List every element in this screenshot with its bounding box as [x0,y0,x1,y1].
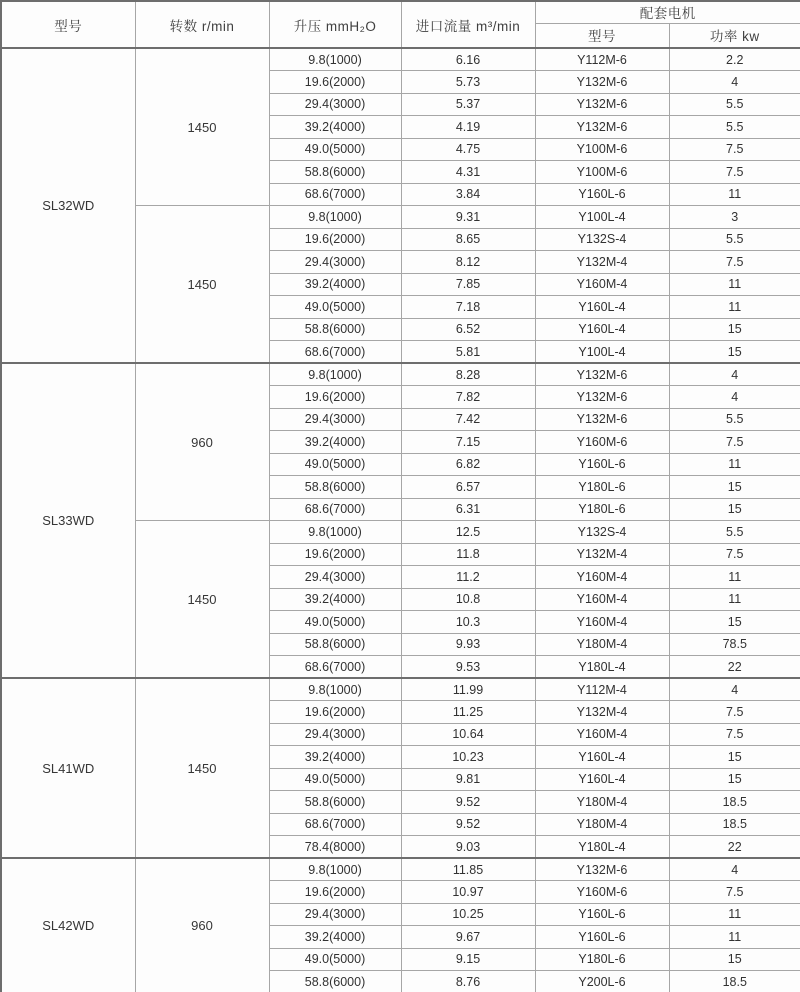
power-cell: 7.5 [669,138,800,161]
power-cell: 4 [669,678,800,701]
pressure-cell: 78.4(8000) [269,836,401,859]
speed-cell: 1450 [135,206,269,364]
motor-model-cell: Y160L-6 [535,183,669,206]
model-cell: SL32WD [1,48,135,363]
flow-cell: 5.73 [401,71,535,94]
motor-model-cell: Y160L-6 [535,453,669,476]
pressure-cell: 19.6(2000) [269,71,401,94]
motor-model-cell: Y132M-4 [535,701,669,724]
pressure-cell: 58.8(6000) [269,161,401,184]
pressure-cell: 39.2(4000) [269,116,401,139]
motor-model-cell: Y132M-6 [535,71,669,94]
motor-model-cell: Y160L-4 [535,768,669,791]
table-row [1,858,800,881]
motor-model-cell: Y132M-4 [535,543,669,566]
power-cell: 11 [669,588,800,611]
model-cell: SL41WD [1,678,135,858]
flow-cell: 6.57 [401,476,535,499]
flow-cell: 10.97 [401,881,535,904]
speed-cell: 960 [135,858,269,992]
power-cell: 22 [669,836,800,859]
header-motor-group: 配套电机 [535,1,800,23]
flow-cell: 5.81 [401,341,535,364]
power-cell: 7.5 [669,251,800,274]
flow-cell: 9.93 [401,633,535,656]
power-cell: 15 [669,948,800,971]
pressure-cell: 29.4(3000) [269,566,401,589]
motor-model-cell: Y160M-4 [535,611,669,634]
table-row [1,678,800,701]
flow-cell: 7.42 [401,408,535,431]
header-motor-model: 型号 [535,23,669,48]
power-cell: 2.2 [669,48,800,71]
flow-cell: 9.03 [401,836,535,859]
flow-cell: 8.12 [401,251,535,274]
motor-model-cell: Y100M-6 [535,138,669,161]
motor-model-cell: Y132M-4 [535,251,669,274]
pressure-cell: 9.8(1000) [269,521,401,544]
power-cell: 5.5 [669,116,800,139]
motor-model-cell: Y180L-6 [535,948,669,971]
flow-cell: 4.75 [401,138,535,161]
motor-model-cell: Y112M-4 [535,678,669,701]
pressure-cell: 29.4(3000) [269,93,401,116]
power-cell: 18.5 [669,791,800,814]
motor-model-cell: Y160L-4 [535,746,669,769]
power-cell: 18.5 [669,971,800,992]
power-cell: 78.5 [669,633,800,656]
motor-model-cell: Y180L-6 [535,498,669,521]
power-cell: 15 [669,768,800,791]
flow-cell: 4.19 [401,116,535,139]
pressure-cell: 58.8(6000) [269,476,401,499]
power-cell: 18.5 [669,813,800,836]
flow-cell: 9.52 [401,791,535,814]
pressure-cell: 68.6(7000) [269,656,401,679]
power-cell: 7.5 [669,161,800,184]
pressure-cell: 49.0(5000) [269,768,401,791]
header-motor-power: 功率 kw [669,23,800,48]
header-speed: 转数 r/min [135,1,269,48]
motor-model-cell: Y160L-4 [535,296,669,319]
motor-model-cell: Y180M-4 [535,813,669,836]
model-cell: SL33WD [1,363,135,678]
motor-model-cell: Y180L-4 [535,656,669,679]
motor-model-cell: Y100L-4 [535,341,669,364]
speed-cell: 960 [135,363,269,521]
flow-cell: 12.5 [401,521,535,544]
table-header [1,1,800,48]
power-cell: 11 [669,183,800,206]
power-cell: 11 [669,566,800,589]
motor-model-cell: Y132M-6 [535,386,669,409]
pressure-cell: 49.0(5000) [269,453,401,476]
pressure-cell: 49.0(5000) [269,948,401,971]
flow-cell: 9.81 [401,768,535,791]
motor-model-cell: Y160M-4 [535,566,669,589]
motor-model-cell: Y160L-4 [535,318,669,341]
power-cell: 15 [669,611,800,634]
pressure-cell: 39.2(4000) [269,431,401,454]
pressure-cell: 19.6(2000) [269,881,401,904]
power-cell: 5.5 [669,228,800,251]
power-cell: 15 [669,318,800,341]
power-cell: 5.5 [669,93,800,116]
flow-cell: 9.67 [401,926,535,949]
pressure-cell: 29.4(3000) [269,903,401,926]
pressure-cell: 49.0(5000) [269,138,401,161]
power-cell: 5.5 [669,521,800,544]
power-cell: 15 [669,476,800,499]
flow-cell: 9.31 [401,206,535,229]
power-cell: 11 [669,273,800,296]
motor-model-cell: Y160M-4 [535,723,669,746]
flow-cell: 11.85 [401,858,535,881]
flow-cell: 10.25 [401,903,535,926]
flow-cell: 8.76 [401,971,535,992]
pressure-cell: 68.6(7000) [269,498,401,521]
power-cell: 4 [669,71,800,94]
motor-model-cell: Y160M-4 [535,273,669,296]
motor-model-cell: Y132S-4 [535,521,669,544]
pressure-cell: 19.6(2000) [269,701,401,724]
pressure-cell: 9.8(1000) [269,858,401,881]
pressure-cell: 19.6(2000) [269,543,401,566]
flow-cell: 10.23 [401,746,535,769]
pressure-cell: 68.6(7000) [269,341,401,364]
flow-cell: 7.82 [401,386,535,409]
pressure-cell: 19.6(2000) [269,228,401,251]
power-cell: 11 [669,296,800,319]
power-cell: 15 [669,341,800,364]
flow-cell: 11.25 [401,701,535,724]
flow-cell: 8.28 [401,363,535,386]
pressure-cell: 9.8(1000) [269,48,401,71]
motor-model-cell: Y160L-6 [535,926,669,949]
motor-model-cell: Y160L-6 [535,903,669,926]
motor-model-cell: Y200L-6 [535,971,669,992]
pressure-cell: 68.6(7000) [269,813,401,836]
pressure-cell: 39.2(4000) [269,926,401,949]
motor-model-cell: Y160M-4 [535,588,669,611]
flow-cell: 5.37 [401,93,535,116]
flow-cell: 7.18 [401,296,535,319]
motor-model-cell: Y132M-6 [535,408,669,431]
flow-cell: 11.8 [401,543,535,566]
table-row [1,48,800,71]
power-cell: 7.5 [669,701,800,724]
pressure-cell: 29.4(3000) [269,723,401,746]
pressure-cell: 19.6(2000) [269,386,401,409]
speed-cell: 1450 [135,48,269,206]
motor-model-cell: Y132M-6 [535,116,669,139]
power-cell: 5.5 [669,408,800,431]
motor-model-cell: Y160M-6 [535,881,669,904]
flow-cell: 7.15 [401,431,535,454]
pressure-cell: 68.6(7000) [269,183,401,206]
header-row-1 [1,1,800,23]
pressure-cell: 39.2(4000) [269,588,401,611]
power-cell: 11 [669,453,800,476]
flow-cell: 7.85 [401,273,535,296]
model-cell: SL42WD [1,858,135,992]
pressure-cell: 29.4(3000) [269,251,401,274]
flow-cell: 8.65 [401,228,535,251]
motor-model-cell: Y180M-4 [535,633,669,656]
motor-model-cell: Y180L-4 [535,836,669,859]
flow-cell: 11.99 [401,678,535,701]
pressure-cell: 58.8(6000) [269,791,401,814]
header-flow: 进口流量 m³/min [401,1,535,48]
motor-model-cell: Y100M-6 [535,161,669,184]
motor-model-cell: Y132M-6 [535,93,669,116]
motor-model-cell: Y180L-6 [535,476,669,499]
power-cell: 11 [669,903,800,926]
flow-cell: 10.3 [401,611,535,634]
power-cell: 15 [669,746,800,769]
pressure-cell: 9.8(1000) [269,206,401,229]
power-cell: 7.5 [669,543,800,566]
pressure-cell: 9.8(1000) [269,363,401,386]
power-cell: 3 [669,206,800,229]
motor-model-cell: Y160M-6 [535,431,669,454]
table-row [1,363,800,386]
pressure-cell: 29.4(3000) [269,408,401,431]
power-cell: 11 [669,926,800,949]
header-pressure: 升压 mmH₂O [269,1,401,48]
header-model: 型号 [1,1,135,48]
motor-model-cell: Y100L-4 [535,206,669,229]
flow-cell: 10.8 [401,588,535,611]
power-cell: 7.5 [669,881,800,904]
motor-model-cell: Y132S-4 [535,228,669,251]
table-body [1,48,800,992]
power-cell: 4 [669,386,800,409]
power-cell: 4 [669,363,800,386]
flow-cell: 6.52 [401,318,535,341]
flow-cell: 9.53 [401,656,535,679]
speed-cell: 1450 [135,678,269,858]
motor-model-cell: Y180M-4 [535,791,669,814]
flow-cell: 9.52 [401,813,535,836]
flow-cell: 6.16 [401,48,535,71]
motor-model-cell: Y112M-6 [535,48,669,71]
flow-cell: 10.64 [401,723,535,746]
speed-cell: 1450 [135,521,269,679]
power-cell: 22 [669,656,800,679]
power-cell: 7.5 [669,723,800,746]
pressure-cell: 39.2(4000) [269,746,401,769]
pressure-cell: 49.0(5000) [269,611,401,634]
power-cell: 15 [669,498,800,521]
pressure-cell: 49.0(5000) [269,296,401,319]
flow-cell: 4.31 [401,161,535,184]
pressure-cell: 58.8(6000) [269,318,401,341]
flow-cell: 6.31 [401,498,535,521]
pressure-cell: 58.8(6000) [269,971,401,992]
motor-model-cell: Y132M-6 [535,363,669,386]
power-cell: 7.5 [669,431,800,454]
flow-cell: 9.15 [401,948,535,971]
motor-model-cell: Y132M-6 [535,858,669,881]
power-cell: 4 [669,858,800,881]
flow-cell: 11.2 [401,566,535,589]
pressure-cell: 58.8(6000) [269,633,401,656]
pressure-cell: 9.8(1000) [269,678,401,701]
flow-cell: 3.84 [401,183,535,206]
flow-cell: 6.82 [401,453,535,476]
pressure-cell: 39.2(4000) [269,273,401,296]
